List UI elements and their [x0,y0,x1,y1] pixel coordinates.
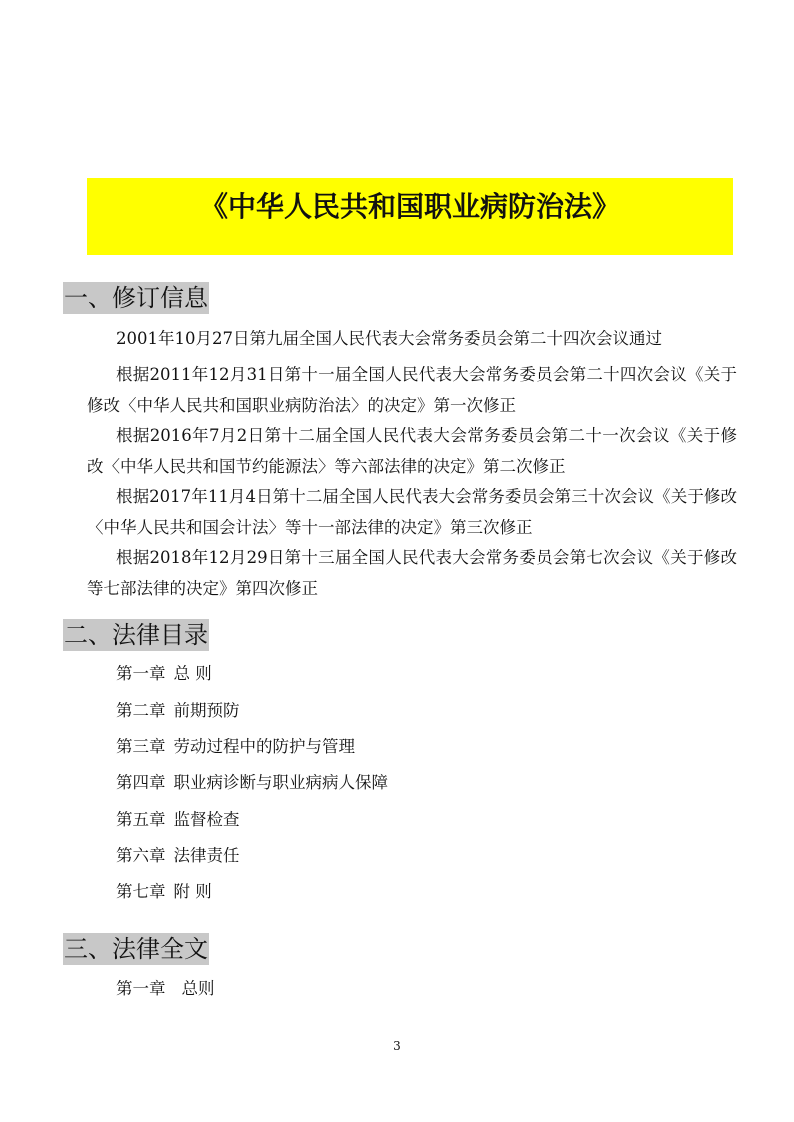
toc-item-chapter-2 [116,699,240,723]
toc-chapter-name: 总 则 [173,664,212,683]
revision-paragraph-3: 根据2016年7月2日第十二届全国人民代表大会常务委员会第二十一次会议《关于修改〈中华人民共和国节约能源法〉等六部法律的决定》第二次修正 [87,426,737,476]
toc-item-chapter-6 [116,844,240,868]
toc-chapter-number: 第二章 [116,701,166,720]
toc-chapter-name: 法律责任 [173,846,240,865]
section-heading-revision: 一、修订信息 [64,284,208,312]
toc-chapter-name: 职业病诊断与职业病病人保障 [173,773,388,792]
title-banner [87,178,733,255]
section-heading-catalog: 二、法律目录 [64,621,208,649]
toc-chapter-number: 第六章 [116,846,166,865]
toc-item-chapter-4 [116,771,388,795]
fulltext-first-chapter [116,977,215,1001]
page-number: 3 [393,1039,401,1053]
revision-paragraph-5: 根据2018年12月29日第十三届全国人民代表大会常务委员会第七次会议《关于修改等七部法律的决定》第四次修正 [87,548,737,598]
document-title: 《中华人民共和国职业病防治法》 [199,190,620,223]
toc-chapter-name: 劳动过程中的防护与管理 [173,737,355,756]
chapter-name: 总则 [181,979,215,998]
toc-chapter-name: 前期预防 [173,701,240,720]
toc-chapter-number: 第一章 [116,664,166,683]
toc-chapter-number: 第七章 [116,882,166,901]
toc-item-chapter-5 [116,808,240,832]
toc-chapter-number: 第五章 [116,810,166,829]
toc-item-chapter-1 [116,662,212,686]
toc-chapter-name: 监督检查 [173,810,240,829]
section-heading-fulltext: 三、法律全文 [64,935,208,963]
revision-paragraph-4: 根据2017年11月4日第十二届全国人民代表大会常务委员会第三十次会议《关于修改〈中华人民共和国会计法〉等十一部法律的决定》第三次修正 [87,487,737,537]
chapter-number: 第一章 [116,979,166,998]
toc-item-chapter-7 [116,880,212,904]
toc-item-chapter-3 [116,735,355,759]
toc-chapter-number: 第三章 [116,737,166,756]
toc-chapter-number: 第四章 [116,773,166,792]
revision-paragraph-2: 根据2011年12月31日第十一届全国人民代表大会常务委员会第二十四次会议《关于修改〈中华人民共和国职业病防治法〉的决定》第一次修正 [87,365,737,415]
revision-paragraph-1: 2001年10月27日第九届全国人民代表大会常务委员会第二十四次会议通过 [116,329,662,348]
toc-chapter-name: 附 则 [173,882,212,901]
